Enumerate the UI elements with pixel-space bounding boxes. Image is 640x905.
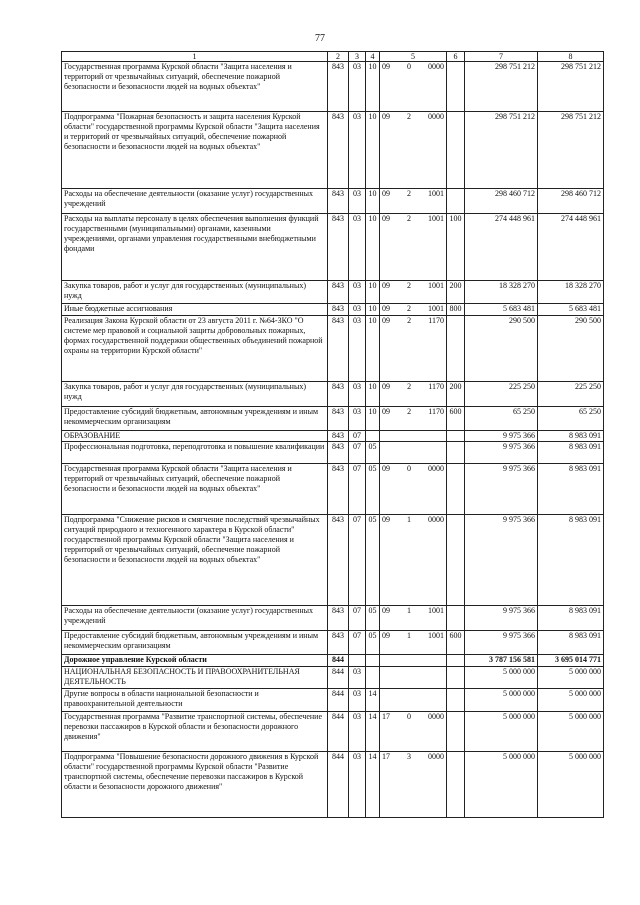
subsection-code: 05 [366, 631, 380, 655]
ministry-code: 844 [328, 689, 349, 712]
target-item-code [380, 515, 447, 606]
row-name: Реализация Закона Курской области от 23 августа 2011 г. №64-ЗКО "О системе мер правовой и социальной защиты добровольных пожарных, формах государственной поддержки общественных объединений пожарной охраны на территории Курской области" [62, 316, 328, 382]
target-item-part: 0000 [428, 712, 444, 721]
section-code [349, 655, 366, 667]
ministry-code: 844 [328, 752, 349, 818]
amount-year-2: 274 448 961 [538, 214, 604, 281]
target-item-part: 09 [382, 304, 390, 313]
target-item-code [380, 431, 447, 442]
subsection-code: 05 [366, 515, 380, 606]
expense-type-code [447, 189, 465, 214]
subsection-code: 10 [366, 382, 380, 407]
amount-year-2: 5 000 000 [538, 712, 604, 752]
amount-year-2: 225 250 [538, 382, 604, 407]
target-item-code [380, 712, 447, 752]
ministry-code: 844 [328, 712, 349, 752]
column-header: 4 [366, 52, 380, 62]
budget-table [61, 51, 604, 818]
target-item-part: 09 [382, 112, 390, 121]
row-name: ОБРАЗОВАНИЕ [62, 431, 328, 442]
row-name: Закупка товаров, работ и услуг для государственных (муниципальных) нужд [62, 281, 328, 304]
target-item-part: 09 [382, 464, 390, 473]
amount-year-2: 298 460 712 [538, 189, 604, 214]
section-code: 07 [349, 515, 366, 606]
amount-year-1: 298 751 212 [465, 62, 538, 112]
target-item-code [380, 606, 447, 631]
section-code: 07 [349, 442, 366, 464]
target-item-code [380, 407, 447, 431]
section-code: 03 [349, 752, 366, 818]
target-item-part: 09 [382, 631, 390, 640]
amount-year-2: 5 000 000 [538, 752, 604, 818]
target-item-part: 0000 [428, 464, 444, 473]
subsection-code: 10 [366, 189, 380, 214]
row-name: Предоставление субсидий бюджетным, автономным учреждениям и иным некоммерческим организациям [62, 407, 328, 431]
ministry-code: 843 [328, 316, 349, 382]
ministry-code: 843 [328, 112, 349, 189]
expense-type-code [447, 712, 465, 752]
table-row [62, 515, 604, 606]
table-row [62, 464, 604, 515]
target-item-part: 0000 [428, 752, 444, 761]
expense-type-code: 100 [447, 214, 465, 281]
column-header: 8 [538, 52, 604, 62]
subsection-code: 10 [366, 407, 380, 431]
amount-year-2: 290 500 [538, 316, 604, 382]
target-item-code [380, 62, 447, 112]
row-name: НАЦИОНАЛЬНАЯ БЕЗОПАСНОСТЬ И ПРАВООХРАНИТЕЛЬНАЯ ДЕЯТЕЛЬНОСТЬ [62, 667, 328, 689]
amount-year-2: 18 328 270 [538, 281, 604, 304]
row-name: Иные бюджетные ассигнования [62, 304, 328, 316]
expense-type-code [447, 655, 465, 667]
table-row [62, 214, 604, 281]
expense-type-code [447, 316, 465, 382]
subsection-code [366, 655, 380, 667]
expense-type-code: 200 [447, 281, 465, 304]
target-item-code [380, 281, 447, 304]
target-item-part: 1001 [428, 214, 444, 223]
section-code: 03 [349, 382, 366, 407]
target-item-part: 1001 [428, 281, 444, 290]
section-code: 03 [349, 214, 366, 281]
amount-year-2: 298 751 212 [538, 62, 604, 112]
target-item-part: 09 [382, 316, 390, 325]
ministry-code: 843 [328, 606, 349, 631]
subsection-code: 10 [366, 62, 380, 112]
subsection-code: 14 [366, 712, 380, 752]
section-code: 03 [349, 304, 366, 316]
target-item-part: 09 [382, 281, 390, 290]
target-item-part: 0 [407, 62, 411, 71]
subsection-code: 10 [366, 214, 380, 281]
expense-type-code [447, 689, 465, 712]
amount-year-1: 9 975 366 [465, 464, 538, 515]
target-item-part: 17 [382, 712, 390, 721]
target-item-part: 1001 [428, 189, 444, 198]
amount-year-1: 298 751 212 [465, 112, 538, 189]
target-item-part: 2 [407, 189, 411, 198]
target-item-part: 2 [407, 382, 412, 391]
table-row [62, 655, 604, 667]
section-code: 07 [349, 606, 366, 631]
ministry-code: 843 [328, 189, 349, 214]
table-row [62, 712, 604, 752]
amount-year-2: 5 000 000 [538, 689, 604, 712]
target-item-code [380, 316, 447, 382]
ministry-code: 843 [328, 214, 349, 281]
table-row [62, 304, 604, 316]
table-row [62, 442, 604, 464]
target-item-code [380, 631, 447, 655]
column-header: 3 [349, 52, 366, 62]
expense-type-code [447, 752, 465, 818]
target-item-part: 3 [407, 752, 411, 761]
ministry-code: 843 [328, 62, 349, 112]
section-code: 03 [349, 112, 366, 189]
target-item-part: 0 [407, 464, 411, 473]
table-row [62, 189, 604, 214]
row-name: Подпрограмма "Повышение безопасности дорожного движения в Курской области" государственной программы Курской области "Развитие транспортной системы, обеспечение перевозки пассажиров в Курской области и безопасности дорожного движения" [62, 752, 328, 818]
amount-year-1: 18 328 270 [465, 281, 538, 304]
target-item-code [380, 112, 447, 189]
ministry-code: 843 [328, 442, 349, 464]
ministry-code: 843 [328, 407, 349, 431]
target-item-part: 0000 [428, 112, 444, 121]
expense-type-code [447, 667, 465, 689]
target-item-part: 2 [407, 304, 411, 313]
target-item-part: 09 [382, 606, 390, 615]
ministry-code: 844 [328, 655, 349, 667]
target-item-part: 2 [407, 214, 411, 223]
expense-type-code [447, 464, 465, 515]
ministry-code: 844 [328, 667, 349, 689]
expense-type-code [447, 62, 465, 112]
expense-type-code: 200 [447, 382, 465, 407]
row-name: Дорожное управление Курской области [62, 655, 328, 667]
target-item-code [380, 464, 447, 515]
subsection-code: 05 [366, 464, 380, 515]
amount-year-2: 8 983 091 [538, 431, 604, 442]
table-row [62, 316, 604, 382]
target-item-code [380, 655, 447, 667]
row-name: Расходы на обеспечение деятельности (оказание услуг) государственных учреждений [62, 189, 328, 214]
target-item-part: 2 [407, 112, 411, 121]
target-item-code [380, 189, 447, 214]
subsection-code: 10 [366, 316, 380, 382]
subsection-code: 14 [366, 689, 380, 712]
amount-year-2: 298 751 212 [538, 112, 604, 189]
target-item-code [380, 442, 447, 464]
table-row [62, 281, 604, 304]
column-header: 1 [62, 52, 328, 62]
subsection-code: 14 [366, 752, 380, 818]
target-item-part: 17 [382, 752, 390, 761]
amount-year-1: 290 500 [465, 316, 538, 382]
section-code: 03 [349, 189, 366, 214]
amount-year-1: 9 975 366 [465, 515, 538, 606]
amount-year-2: 8 983 091 [538, 442, 604, 464]
section-code: 03 [349, 62, 366, 112]
ministry-code: 843 [328, 304, 349, 316]
target-item-code [380, 304, 447, 316]
target-item-part: 2 [407, 407, 412, 416]
amount-year-1: 65 250 [465, 407, 538, 431]
section-code: 03 [349, 316, 366, 382]
section-code: 03 [349, 689, 366, 712]
table-row [62, 382, 604, 407]
table-row [62, 631, 604, 655]
expense-type-code [447, 606, 465, 631]
target-item-part: 09 [382, 189, 390, 198]
target-item-code [380, 752, 447, 818]
row-name: Подпрограмма "Пожарная безопасность и защита населения Курской области" государственной программы Курской области "Защита населения и территорий от чрезвычайных ситуаций, обеспечение пожарной безопасности и безопасности людей на водных объектах" [62, 112, 328, 189]
table-row [62, 667, 604, 689]
table-row [62, 752, 604, 818]
ministry-code: 843 [328, 382, 349, 407]
amount-year-1: 5 000 000 [465, 712, 538, 752]
subsection-code [366, 667, 380, 689]
amount-year-2: 65 250 [538, 407, 604, 431]
subsection-code: 05 [366, 606, 380, 631]
target-item-part: 1 [407, 515, 411, 524]
table-row [62, 606, 604, 631]
row-name: Государственная программа "Развитие транспортной системы, обеспечение перевозки пассажиров в Курской области и безопасности дорожного движения" [62, 712, 328, 752]
amount-year-1: 9 975 366 [465, 631, 538, 655]
row-name: Профессиональная подготовка, переподготовка и повышение квалификации [62, 442, 328, 464]
amount-year-1: 298 460 712 [465, 189, 538, 214]
ministry-code: 843 [328, 464, 349, 515]
expense-type-code [447, 112, 465, 189]
column-header: 6 [447, 52, 465, 62]
row-name: Закупка товаров, работ и услуг для государственных (муниципальных) нужд [62, 382, 328, 407]
table-row [62, 112, 604, 189]
column-header: 2 [328, 52, 349, 62]
page-number: 77 [315, 33, 325, 44]
target-item-part: 09 [382, 382, 390, 391]
target-item-part: 0 [407, 712, 411, 721]
target-item-part: 1170 [428, 407, 444, 416]
target-item-part: 09 [382, 62, 390, 71]
section-code: 03 [349, 281, 366, 304]
table-row [62, 62, 604, 112]
expense-type-code: 600 [447, 631, 465, 655]
target-item-part: 1170 [428, 316, 444, 325]
target-item-code [380, 689, 447, 712]
ministry-code: 843 [328, 431, 349, 442]
target-item-part: 2 [407, 281, 411, 290]
subsection-code [366, 431, 380, 442]
subsection-code: 05 [366, 442, 380, 464]
amount-year-2: 5 000 000 [538, 667, 604, 689]
amount-year-2: 8 983 091 [538, 464, 604, 515]
expense-type-code [447, 431, 465, 442]
target-item-part: 0000 [428, 62, 444, 71]
amount-year-1: 9 975 366 [465, 606, 538, 631]
amount-year-1: 9 975 366 [465, 431, 538, 442]
row-name: Расходы на обеспечение деятельности (оказание услуг) государственных учреждений [62, 606, 328, 631]
subsection-code: 10 [366, 112, 380, 189]
amount-year-1: 5 000 000 [465, 752, 538, 818]
amount-year-1: 9 975 366 [465, 442, 538, 464]
ministry-code: 843 [328, 631, 349, 655]
row-name: Подпрограмма "Снижение рисков и смягчение последствий чрезвычайных ситуаций природного и техногенного характера в Курской области" государственной программы Курской области "Защита населения и территорий от чрезвычайных ситуаций, обеспечение пожарной безопасности и безопасности людей на водных объектах" [62, 515, 328, 606]
amount-year-1: 5 000 000 [465, 689, 538, 712]
amount-year-1: 274 448 961 [465, 214, 538, 281]
row-name: Государственная программа Курской области "Защита населения и территорий от чрезвычайных ситуаций, обеспечение пожарной безопасности и безопасности людей на водных объектах" [62, 464, 328, 515]
section-code: 07 [349, 431, 366, 442]
table-row [62, 431, 604, 442]
target-item-code [380, 667, 447, 689]
target-item-part: 1 [407, 631, 411, 640]
row-name: Другие вопросы в области национальной безопасности и правоохранительной деятельности [62, 689, 328, 712]
target-item-part: 1001 [428, 304, 444, 313]
target-item-part: 09 [382, 407, 390, 416]
target-item-part: 1001 [428, 606, 444, 615]
section-code: 03 [349, 712, 366, 752]
amount-year-1: 5 683 481 [465, 304, 538, 316]
target-item-part: 0000 [428, 515, 444, 524]
row-name: Расходы на выплаты персоналу в целях обеспечения выполнения функций государственными (муниципальными) органами, казенными учреждениями, органами управления государственными внебюджетными фондами [62, 214, 328, 281]
amount-year-2: 8 983 091 [538, 631, 604, 655]
section-code: 07 [349, 464, 366, 515]
amount-year-2: 5 683 481 [538, 304, 604, 316]
column-header: 7 [465, 52, 538, 62]
section-code: 03 [349, 667, 366, 689]
section-code: 07 [349, 631, 366, 655]
expense-type-code [447, 515, 465, 606]
column-header: 5 [380, 52, 447, 62]
amount-year-2: 8 983 091 [538, 515, 604, 606]
row-name: Предоставление субсидий бюджетным, автономным учреждениям и иным некоммерческим организациям [62, 631, 328, 655]
ministry-code: 843 [328, 515, 349, 606]
expense-type-code: 800 [447, 304, 465, 316]
table-row [62, 407, 604, 431]
subsection-code: 10 [366, 304, 380, 316]
row-name: Государственная программа Курской области "Защита населения и территорий от чрезвычайных ситуаций, обеспечение пожарной безопасности и безопасности людей на водных объектах" [62, 62, 328, 112]
expense-type-code [447, 442, 465, 464]
target-item-part: 09 [382, 214, 390, 223]
column-number-row [62, 52, 604, 62]
target-item-part: 2 [407, 316, 412, 325]
subsection-code: 10 [366, 281, 380, 304]
target-item-part: 09 [382, 515, 390, 524]
ministry-code: 843 [328, 281, 349, 304]
amount-year-2: 3 695 014 771 [538, 655, 604, 667]
section-code: 03 [349, 407, 366, 431]
amount-year-1: 225 250 [465, 382, 538, 407]
target-item-part: 1 [407, 606, 411, 615]
target-item-code [380, 214, 447, 281]
target-item-code [380, 382, 447, 407]
amount-year-1: 3 787 156 581 [465, 655, 538, 667]
amount-year-2: 8 983 091 [538, 606, 604, 631]
amount-year-1: 5 000 000 [465, 667, 538, 689]
table-row [62, 689, 604, 712]
expense-type-code: 600 [447, 407, 465, 431]
target-item-part: 1001 [428, 631, 444, 640]
target-item-part: 1170 [428, 382, 444, 391]
